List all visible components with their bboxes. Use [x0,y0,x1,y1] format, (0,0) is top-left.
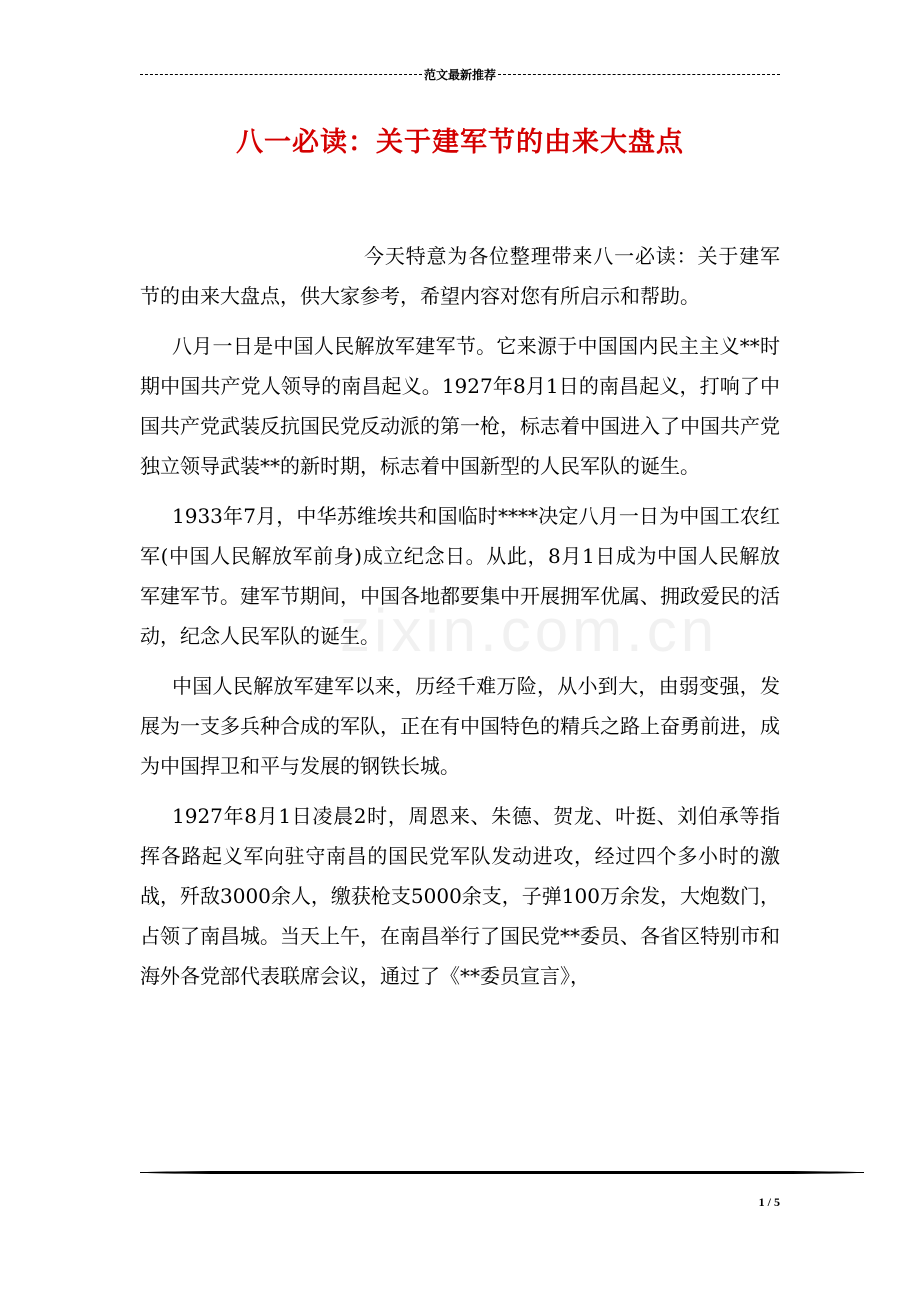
body-paragraph: 八月一日是中国人民解放军建军节。它来源于中国国内民主主义**时期中国共产党人领导的南昌起义。1927年8月1日的南昌起义，打响了中国共产党武装反抗国民党反动派的第一枪，标志着中国进入了中国共产党独立领导武装**的新时期，标志着中国新型的人民军队的诞生。 [140,334,780,478]
body-paragraph: 中国人民解放军建军以来，历经千难万险，从小到大，由弱变强，发展为一支多兵种合成的军队，正在有中国特色的精兵之路上奋勇前进，成为中国捍卫和平与发展的钢铁长城。 [140,674,780,778]
intro-paragraph: 今天特意为各位整理带来八一必读：关于建军节的由来大盘点，供大家参考，希望内容对您有所启示和帮助。 [140,244,780,308]
body-paragraph: 1927年8月1日凌晨2时，周恩来、朱德、贺龙、叶挺、刘伯承等指挥各路起义军向驻守南昌的国民党军队发动进攻，经过四个多小时的激战，歼敌3000余人，缴获枪支5000余支，子弹100万余发，大炮数门，占领了南昌城。当天上午，在南昌举行了国民党**委员、各省区特别市和海外各党部代表联席会议，通过了《**委员宣言》， [140,804,780,988]
header-dash-right [498,74,780,75]
watermark: zixin.com.cn [340,597,719,664]
page-number: 1 / 5 [758,1195,780,1209]
header-dash-left [140,74,422,75]
header-label: 范文最新推荐 [424,68,497,82]
page-header [140,66,780,83]
footer-divider [140,1170,864,1175]
body-paragraph: 1933年7月，中华苏维埃共和国临时****决定八月一日为中国工农红军(中国人民解放军前身)成立纪念日。从此，8月1日成为中国人民解放军建军节。建军节期间，中国各地都要集中开展拥军优属、拥政爱民的活动，纪念人民军队的诞生。 [140,504,780,648]
document-title: 八一必读：关于建军节的由来大盘点 [236,127,684,158]
document-body [140,236,780,1006]
